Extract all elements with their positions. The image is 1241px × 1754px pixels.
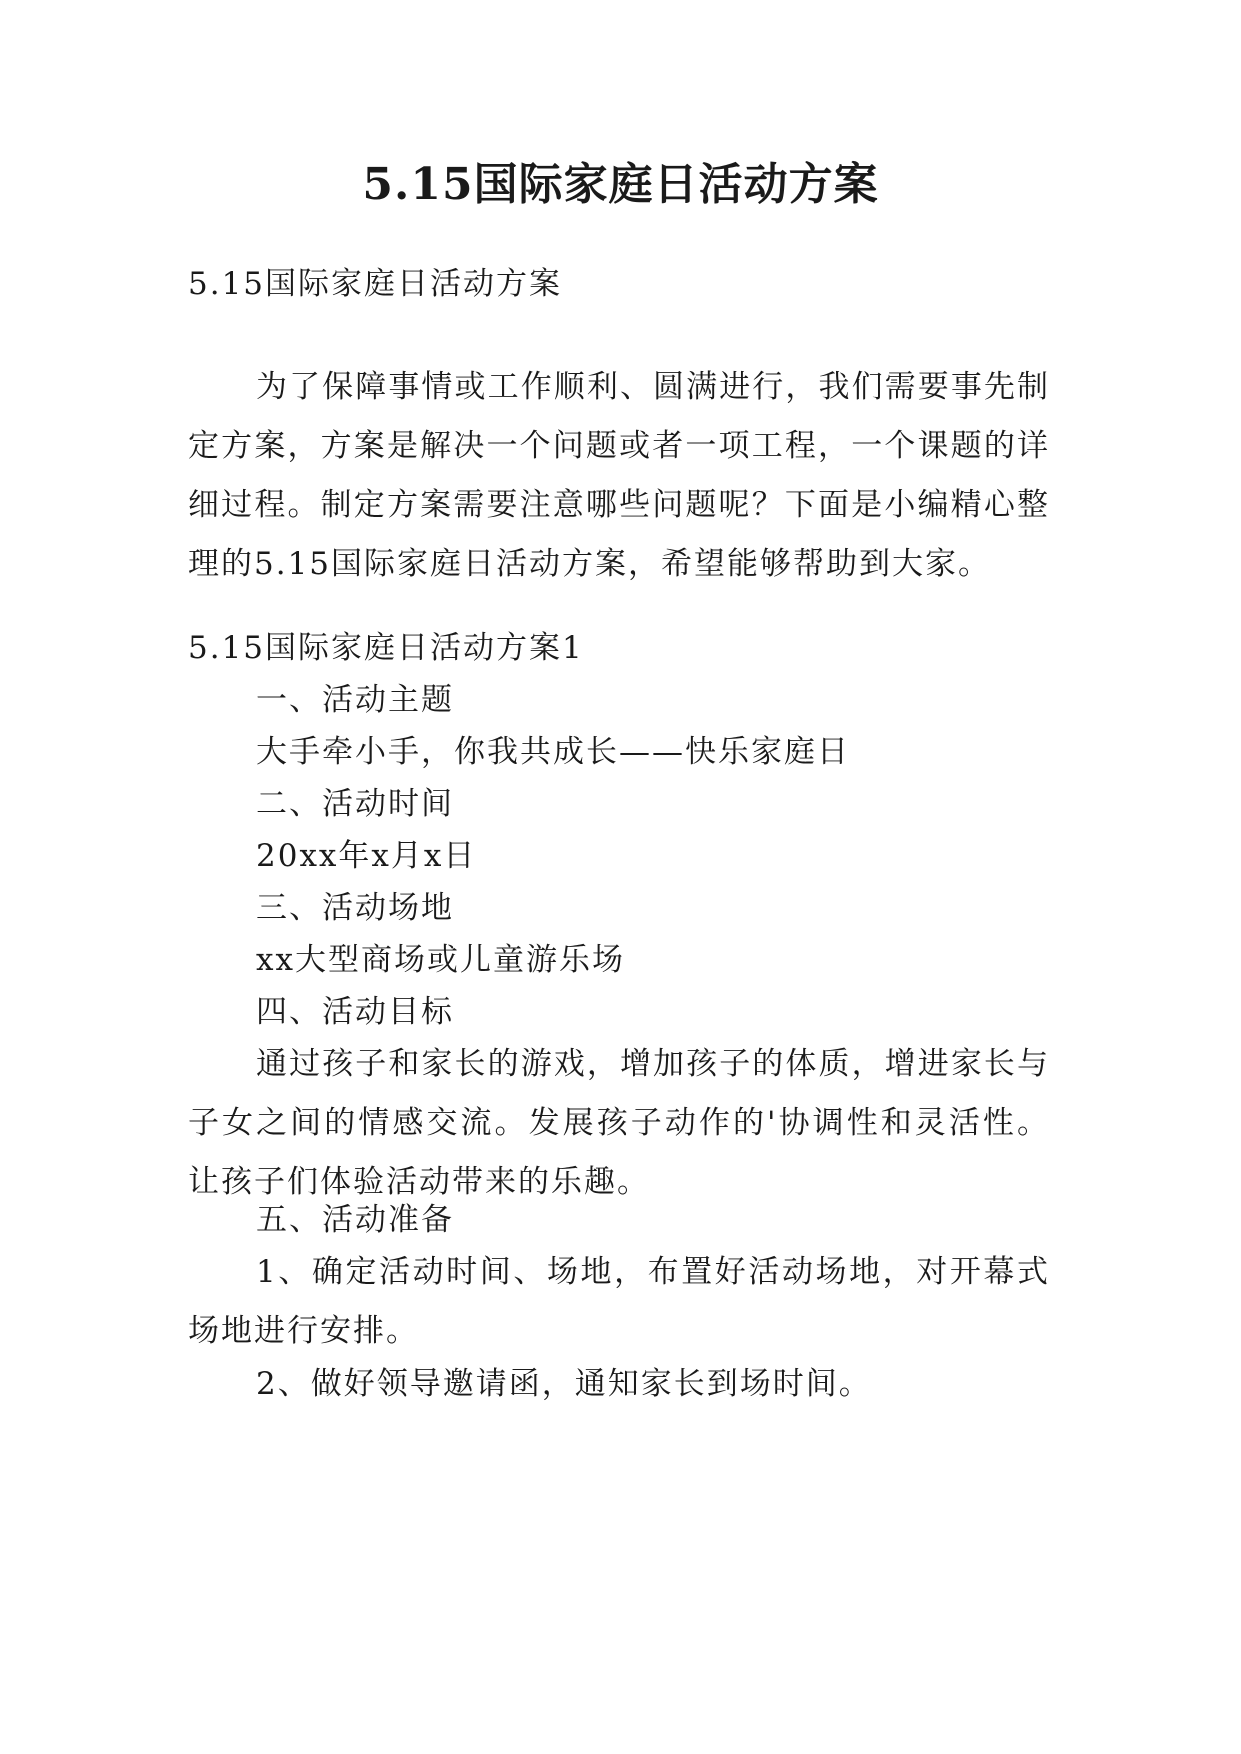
section-3-text: xx大型商场或儿童游乐场 (256, 942, 625, 978)
section-2-heading: 二、活动时间 (256, 786, 454, 822)
section-4-text: 通过孩子和家长的游戏，增加孩子的体质，增进家长与子女之间的情感交流。发展孩子动作的'协调性和灵活性。让孩子们体验活动带来的乐趣。 (188, 1046, 1050, 1200)
section-5-item-2: 2、做好领导邀请函，通知家长到场时间。 (256, 1366, 872, 1402)
document-subtitle: 5.15国际家庭日活动方案 (188, 266, 563, 302)
section-5-item-1: 1、确定活动时间、场地，布置好活动场地，对开幕式场地进行安排。 (188, 1254, 1050, 1349)
section-4-heading: 四、活动目标 (256, 994, 454, 1030)
section-3-heading: 三、活动场地 (256, 890, 454, 926)
intro-paragraph: 为了保障事情或工作顺利、圆满进行，我们需要事先制定方案，方案是解决一个问题或者一项工程，一个课题的详细过程。制定方案需要注意哪些问题呢？下面是小编精心整理的5.15国际家庭日活动方案，希望能够帮助到大家。 (188, 369, 1050, 582)
section-1-text: 大手牵小手，你我共成长——快乐家庭日 (256, 734, 850, 770)
section-title: 5.15国际家庭日活动方案1 (188, 630, 584, 666)
document-title: 5.15国际家庭日活动方案 (362, 159, 879, 210)
section-5-heading: 五、活动准备 (256, 1202, 454, 1238)
section-1-heading: 一、活动主题 (256, 682, 454, 718)
section-2-text: 20xx年x月x日 (256, 838, 477, 874)
